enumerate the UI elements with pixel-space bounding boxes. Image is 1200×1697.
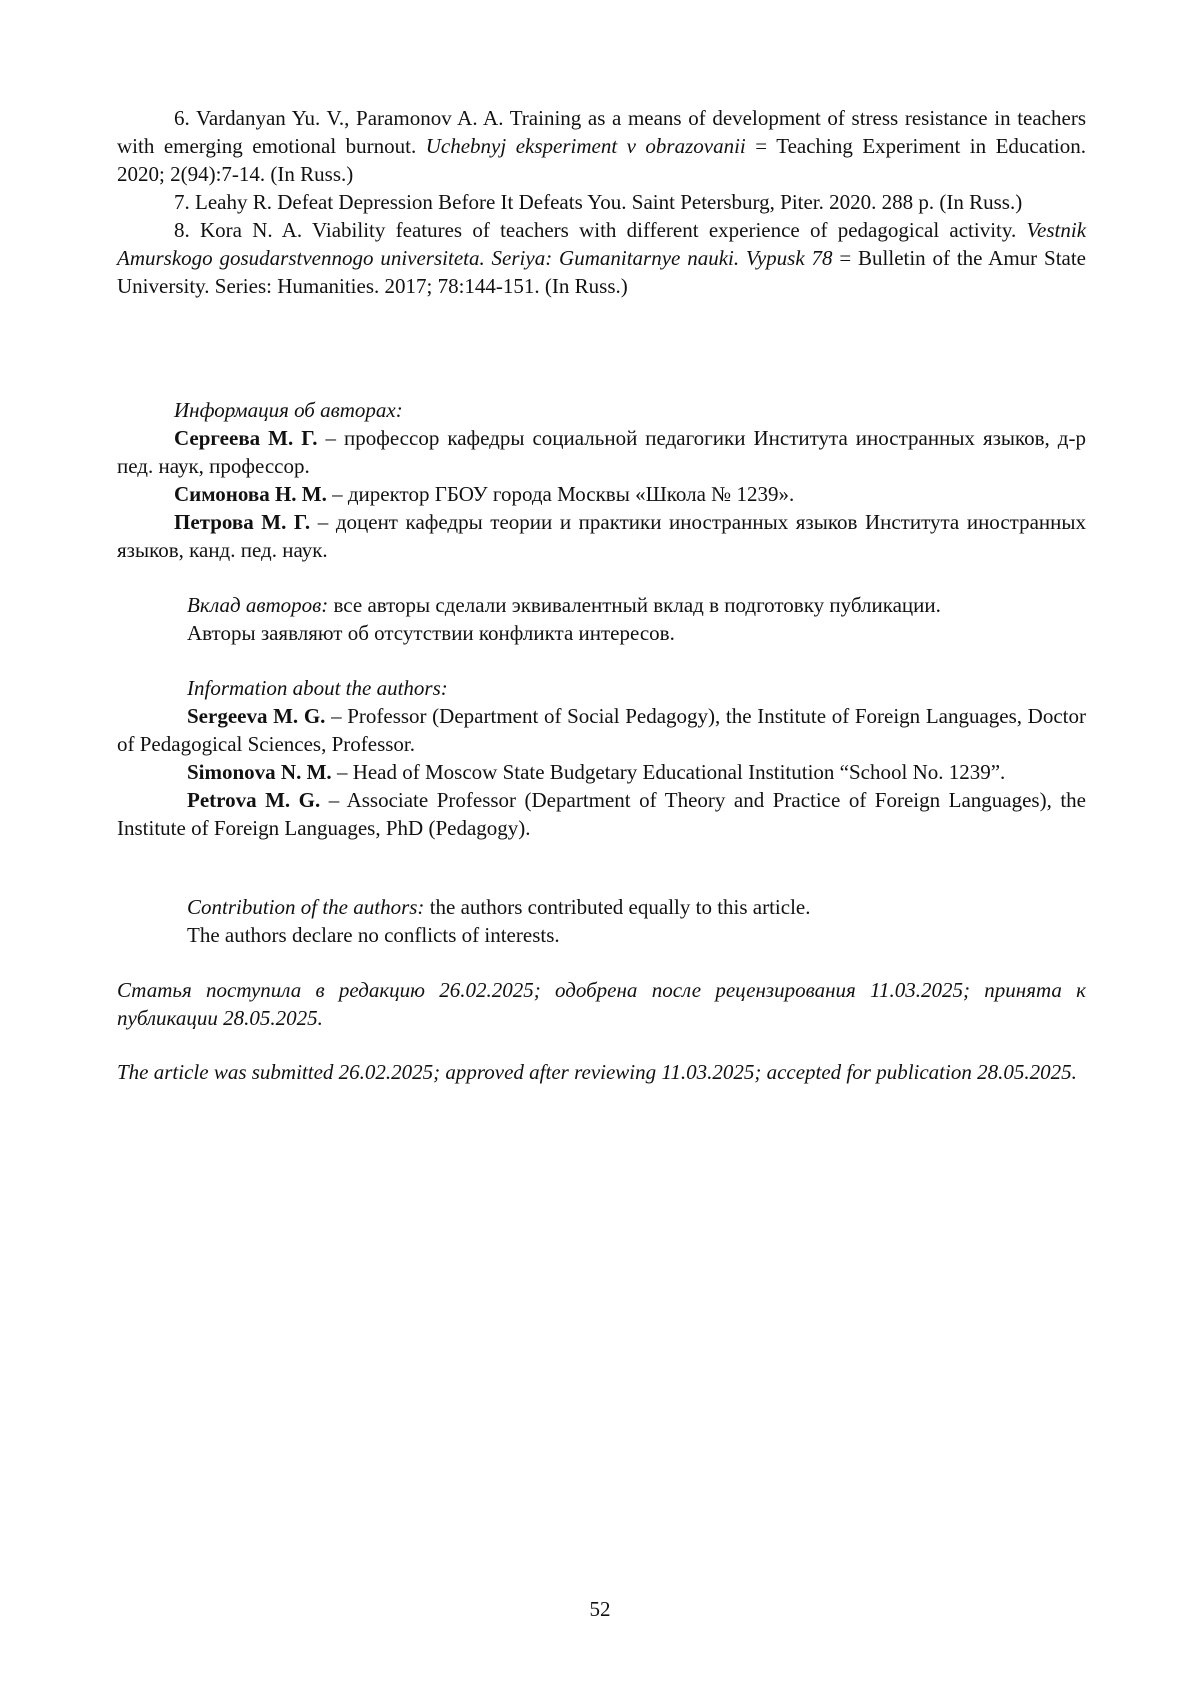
authors-heading-ru: Информация об авторах: xyxy=(174,398,403,422)
author-item xyxy=(117,758,1086,786)
author-item xyxy=(117,424,1086,480)
contribution-label: Contribution of the authors: xyxy=(187,895,425,919)
author-name: Simonova N. M. xyxy=(187,760,332,784)
author-name: Петрова М. Г. xyxy=(174,510,311,534)
reference-text-end: = Teaching Experiment in Education. 2020; 2(94):7-14. (In Russ.) xyxy=(117,134,1086,186)
article-dates-ru xyxy=(117,976,1086,1032)
reference-text: Leahy R. Defeat Depression Before It Defeats You. Saint Petersburg, Piter. 2020. 288 p. (In Russ.) xyxy=(195,190,1023,214)
author-description: – директор ГБОУ города Москвы «Школа № 1239». xyxy=(326,482,795,506)
page-number: 52 xyxy=(589,1597,611,1621)
author-description: – Professor (Department of Social Pedagogy), the Institute of Foreign Languages, Doctor of Pedagogical Sciences, Professor. xyxy=(117,704,1086,756)
contribution-text: the authors contributed equally to this article. xyxy=(424,895,811,919)
article-dates-en xyxy=(117,1058,1086,1086)
reference-number: 6. xyxy=(174,106,190,130)
author-name: Petrova M. G. xyxy=(187,788,321,812)
author-item xyxy=(117,480,1086,508)
author-name: Симонова Н. М. xyxy=(174,482,327,506)
contribution-label: Вклад авторов: xyxy=(187,593,329,617)
conflict-statement: Авторы заявляют об отсутствии конфликта интересов. xyxy=(187,621,675,645)
reference-journal: Vestnik Amurskogo gosudarstvennogo universiteta. Seriya: Gumanitarnye nauki. Vypusk 78 xyxy=(117,218,1087,270)
reference-text-end: = Bulletin of the Amur State University. Series: Humanities. 2017; 78:144-151. (In Russ.) xyxy=(117,246,1087,298)
author-item xyxy=(117,508,1086,564)
author-description: – профессор кафедры социальной педагогики Института иностранных языков, д-р пед. наук, профессор. xyxy=(117,426,1086,478)
author-name: Sergeeva M. G. xyxy=(187,704,326,728)
reference-item xyxy=(117,188,1086,216)
reference-number: 7. xyxy=(174,190,190,214)
reference-text: Vardanyan Yu. V., Paramonov A. A. Training as a means of development of stress resistance in teachers with emerging emotional burnout. xyxy=(117,106,1086,158)
conflict-statement: The authors declare no conflicts of interests. xyxy=(187,923,560,947)
reference-number: 8. xyxy=(174,218,190,242)
contribution-ru xyxy=(117,591,1086,647)
dates-ru: Статья поступила в редакцию 26.02.2025; одобрена после рецензирования 11.03.2025; принята к публикации 28.05.2025. xyxy=(117,978,1086,1030)
reference-journal: Uchebnyj eksperiment v obrazovanii xyxy=(425,134,746,158)
author-item xyxy=(117,786,1086,842)
reference-item xyxy=(117,216,1086,300)
authors-heading-en: Information about the authors: xyxy=(187,676,448,700)
reference-item xyxy=(117,104,1086,188)
contribution-text: все авторы сделали эквивалентный вклад в подготовку публикации. xyxy=(328,593,941,617)
dates-en: The article was submitted 26.02.2025; approved after reviewing 11.03.2025; accepted for publication 28.05.2025. xyxy=(117,1060,1077,1084)
author-description: – Associate Professor (Department of Theory and Practice of Foreign Languages), the Institute of Foreign Languages, PhD (Pedagogy). xyxy=(117,788,1086,840)
author-name: Сергеева М. Г. xyxy=(174,426,318,450)
authors-info-en xyxy=(117,674,1086,842)
author-item xyxy=(117,702,1086,758)
reference-text: Kora N. A. Viability features of teachers with different experience of pedagogical activity. xyxy=(200,218,1027,242)
author-description: – Head of Moscow State Budgetary Educational Institution “School No. 1239”. xyxy=(331,760,1006,784)
references-list xyxy=(117,104,1086,300)
contribution-line xyxy=(117,591,1086,619)
authors-info-ru xyxy=(117,396,1086,564)
contribution-line xyxy=(117,893,1086,921)
contribution-en xyxy=(117,893,1086,949)
author-description: – доцент кафедры теории и практики иностранных языков Института иностранных языков, канд. пед. наук. xyxy=(117,510,1086,562)
